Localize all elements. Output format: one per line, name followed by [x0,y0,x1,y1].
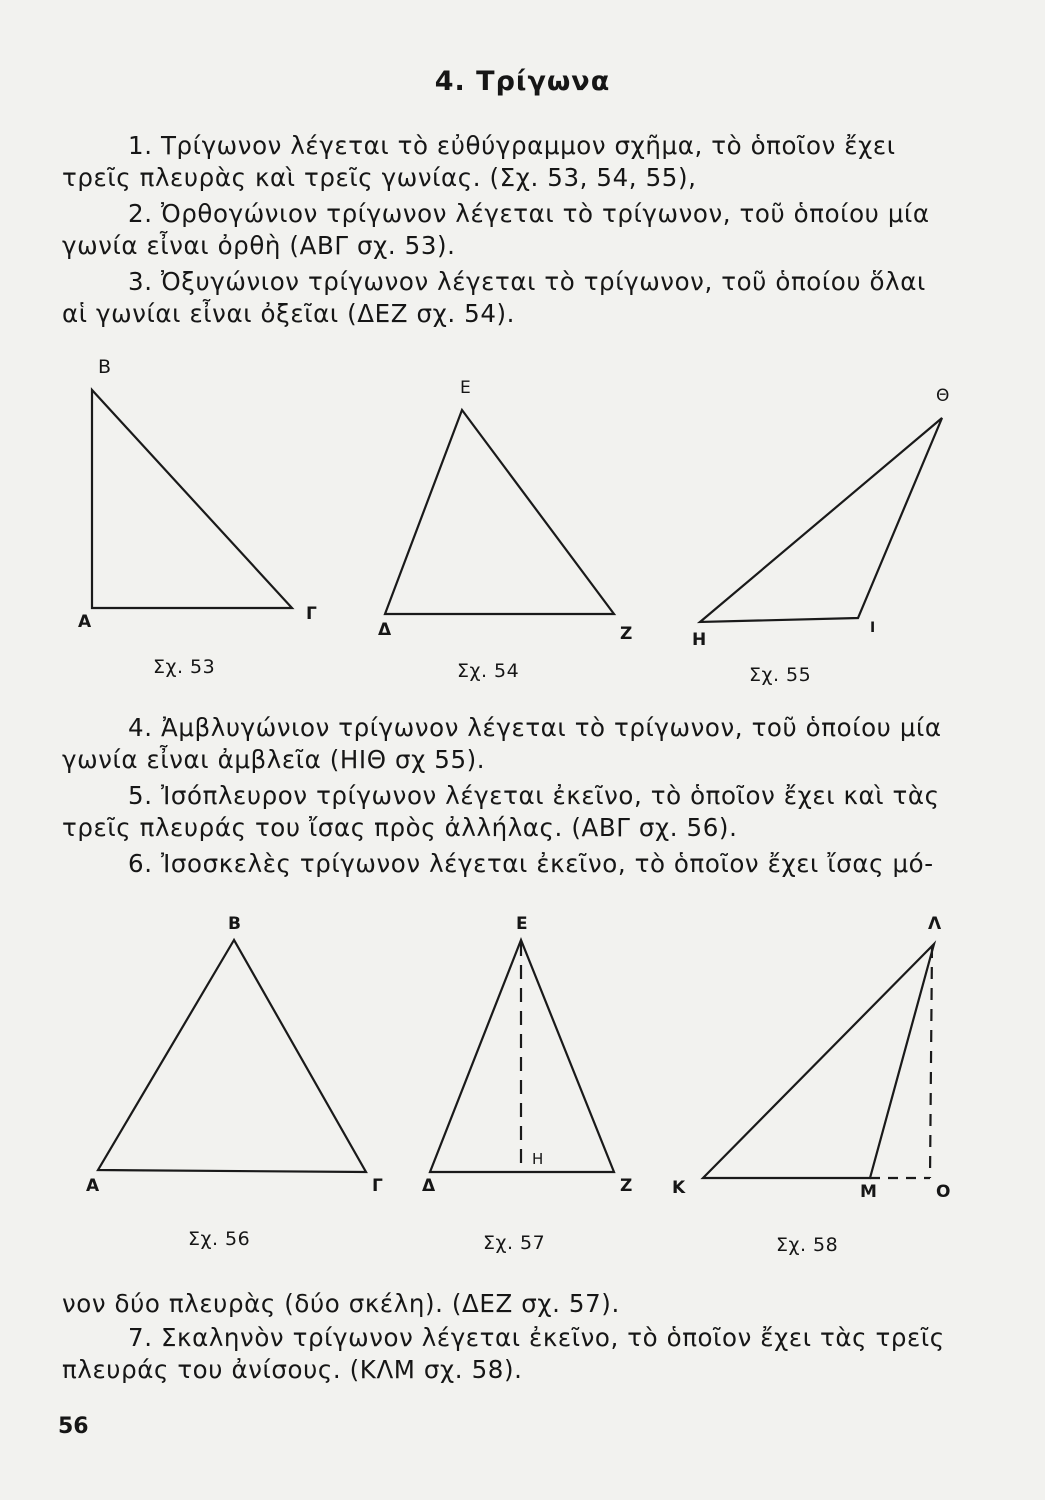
fig53-label-top: Β [98,356,112,378]
fig53-label-left: Α [78,612,92,632]
fig58-label-left: Κ [672,1178,686,1198]
section-title: 4. Τρίγωνα [434,66,611,97]
fig53-label-right: Γ [306,604,317,624]
definition-4-line-1: 4. Ἀμβλυγώνιον τρίγωνον λέγεται τὸ τρίγωνον, τοῦ ὁποίου μία [128,713,942,742]
definition-6-line-1: 6. Ἰσοσκελὲς τρίγωνον λέγεται ἐκεῖνο, τὸ ὁποῖον ἔχει ἴσας μό- [128,849,934,878]
fig54-label-top: Ε [460,378,471,398]
definition-1-line-1: 1. Τρίγωνον λέγεται τὸ εὐθύγραμμον σχῆμα, τὸ ὁποῖον ἔχει [128,131,896,160]
definition-2-line-1: 2. Ὀρθογώνιον τρίγωνον λέγεται τὸ τρίγωνον, τοῦ ὁποίου μία [128,199,930,228]
fig55-label-right: Ι [870,620,876,636]
definition-6-line-2: νον δύο πλευρὰς (δύο σκέλη). (ΔΕΖ σχ. 57). [62,1289,620,1318]
fig56-equilateral-triangle [98,940,366,1172]
fig57-label-left: Δ [422,1176,436,1196]
fig58-height-dashed [930,946,932,1178]
definition-7-line-1: 7. Σκαληνὸν τρίγωνον λέγεται ἐκεῖνο, τὸ ὁποῖον ἔχει τὰς τρεῖς [128,1323,945,1352]
definition-5-line-2: τρεῖς πλευράς του ἴσας πρὸς ἀλλήλας. (ΑΒΓ σχ. 56). [62,813,738,842]
fig57-label-foot: Η [532,1150,544,1168]
fig56-label-left: Α [86,1176,100,1196]
definition-5-line-1: 5. Ἰσόπλευρον τρίγωνον λέγεται ἐκεῖνο, τὸ ὁποῖον ἔχει καὶ τὰς [128,781,940,810]
fig55-caption: Σχ. 55 [749,664,812,686]
fig58-label-mid: Μ [860,1182,877,1202]
fig55-label-left: Η [692,630,707,650]
fig56-label-top: Β [228,914,241,934]
definition-3-line-2: αἱ γωνίαι εἶναι ὀξεῖαι (ΔΕΖ σχ. 54). [62,299,516,328]
fig58-scalene-triangle [703,944,934,1178]
fig57-label-top: Ε [516,914,528,934]
fig55-label-top: Θ [936,386,950,406]
fig58-label-top: Λ [928,914,942,934]
fig53-caption: Σχ. 53 [153,656,216,678]
fig58-label-right: Ο [936,1182,951,1202]
definition-1-line-2: τρεῖς πλευρὰς καὶ τρεῖς γωνίας. (Σχ. 53, 54, 55), [62,163,697,192]
definition-2-line-2: γωνία εἶναι ὀρθὴ (ΑΒΓ σχ. 53). [62,231,456,260]
definition-3-line-1: 3. Ὀξυγώνιον τρίγωνον λέγεται τὸ τρίγωνον, τοῦ ὁποίου ὅλαι [128,267,926,296]
fig57-label-right: Ζ [620,1176,633,1196]
definition-6-continued [62,1288,982,1320]
page-number: 56 [58,1414,89,1439]
fig57-caption: Σχ. 57 [483,1232,546,1254]
definition-7-line-2: πλευράς του ἀνίσους. (ΚΛΜ σχ. 58). [62,1355,523,1384]
fig54-caption: Σχ. 54 [457,660,520,682]
fig54-label-left: Δ [378,620,392,640]
definition-7 [62,1322,982,1386]
fig54-label-right: Ζ [620,624,633,644]
fig56-label-right: Γ [372,1176,383,1196]
fig58-caption: Σχ. 58 [776,1234,839,1256]
definition-4-line-2: γωνία εἶναι ἀμβλεῖα (ΗΙΘ σχ 55). [62,745,486,774]
fig56-caption: Σχ. 56 [188,1228,251,1250]
